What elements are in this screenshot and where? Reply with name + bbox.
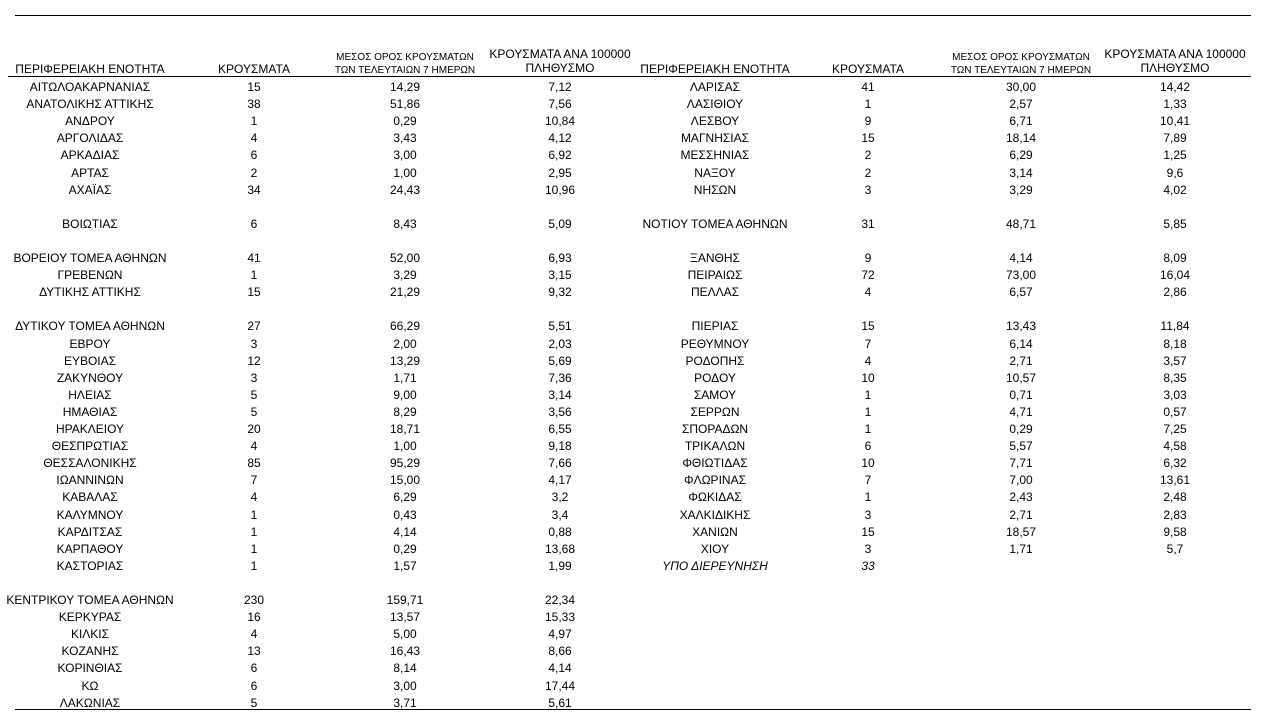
cell-avg: 2,00 xyxy=(393,336,417,351)
cell-avg: 7,00 xyxy=(1009,473,1033,488)
cell-avg: 4,14 xyxy=(1009,251,1033,265)
cell-avg: 51,86 xyxy=(389,97,421,112)
cell-per100k: 7,36 xyxy=(548,370,572,385)
cell-cases: 12 xyxy=(247,353,261,368)
cell-per100k xyxy=(1095,301,1255,318)
cell-avg: 18,71 xyxy=(389,422,421,436)
cell-cases: 1 xyxy=(250,507,258,522)
cell-per100k: 8,09 xyxy=(1163,251,1187,265)
cell-avg: 48,71 xyxy=(1005,216,1037,231)
cell-per100k: 3,4 xyxy=(551,507,569,522)
cell-region: ΚΑΡΔΙΤΣΑΣ xyxy=(57,524,123,539)
cell-avg: 6,57 xyxy=(1009,285,1033,300)
cell-avg: 52,00 xyxy=(389,251,421,265)
cell-avg: 6,71 xyxy=(1009,114,1033,129)
cell-cases: 38 xyxy=(247,97,261,112)
cell-cases: 5 xyxy=(250,695,258,710)
cell-cases: 2 xyxy=(864,165,872,180)
cell-region: ΚΟΡΙΝΘΙΑΣ xyxy=(57,661,123,676)
cell-per100k: 16,04 xyxy=(1159,268,1191,283)
cell-region: ΘΕΣΠΡΩΤΙΑΣ xyxy=(51,439,129,454)
cell-per100k: 22,34 xyxy=(544,593,576,607)
cell-avg: 3,29 xyxy=(1009,182,1033,197)
cell-region: ΝΟΤΙΟΥ ΤΟΜΕΑ ΑΘΗΝΩΝ xyxy=(642,216,788,231)
cell-region: ΡΟΔΟΥ xyxy=(694,370,736,385)
cell-region: ΑΙΤΩΛΟΑΚΑΡΝΑΝΙΑΣ xyxy=(29,80,151,94)
cell-per100k: 0,88 xyxy=(548,524,572,539)
cell-region: ΧΙΟΥ xyxy=(700,541,730,556)
cell-region: ΣΕΡΡΩΝ xyxy=(690,404,740,419)
cell-region: ΑΡΚΑΔΙΑΣ xyxy=(60,148,120,163)
cell-per100k: 5,09 xyxy=(548,216,572,231)
cell-cases xyxy=(814,301,922,318)
cell-region: ΦΩΚΙΔΑΣ xyxy=(688,490,742,505)
cell-per100k: 10,96 xyxy=(544,182,576,197)
cell-per100k: 11,84 xyxy=(1160,319,1190,334)
cell-per100k xyxy=(480,199,640,216)
cell-cases: 6 xyxy=(250,678,258,693)
cell-region: ΠΕΙΡΑΙΩΣ xyxy=(687,268,743,283)
cell-avg: 14,29 xyxy=(389,80,421,94)
cell-avg xyxy=(941,233,1101,250)
cell-avg: 13,29 xyxy=(389,353,421,368)
header-avg-right xyxy=(941,51,1101,77)
cell-cases xyxy=(814,199,922,216)
cell-cases xyxy=(200,301,308,318)
cell-avg: 2,71 xyxy=(1009,353,1033,368)
cell-per100k: 3,57 xyxy=(1163,353,1187,368)
cell-avg: 4,14 xyxy=(393,524,417,539)
cell-cases: 20 xyxy=(247,422,261,436)
cell-region: ΖΑΚΥΝΘΟΥ xyxy=(56,370,124,385)
cell-region: ΓΡΕΒΕΝΩΝ xyxy=(57,268,123,283)
cell-avg: 1,00 xyxy=(393,439,417,454)
cell-region xyxy=(0,301,180,318)
cell-avg: 8,43 xyxy=(393,216,417,231)
cell-cases: 6 xyxy=(250,216,258,231)
cell-region: ΚΑΣΤΟΡΙΑΣ xyxy=(56,558,124,573)
cell-avg: 3,00 xyxy=(393,148,417,163)
cell-avg: 0,43 xyxy=(393,507,417,522)
cell-cases: 1 xyxy=(864,97,872,112)
cell-cases: 2 xyxy=(864,148,872,163)
cell-avg: 7,71 xyxy=(1009,456,1033,471)
cell-avg xyxy=(941,301,1101,318)
cell-cases: 230 xyxy=(243,593,265,607)
cell-per100k: 9,32 xyxy=(548,285,572,300)
cell-region: ΔΥΤΙΚΟΥ ΤΟΜΕΑ ΑΘΗΝΩΝ xyxy=(15,319,165,334)
cell-avg xyxy=(325,199,485,216)
cell-cases: 4 xyxy=(250,490,258,505)
cell-per100k: 6,32 xyxy=(1163,456,1187,471)
header-cases-right: ΚΡΟΥΣΜΑΤΑ xyxy=(832,62,904,76)
header-per100k-right xyxy=(1095,47,1255,75)
cell-avg xyxy=(941,558,1101,575)
cell-region: ΞΑΝΘΗΣ xyxy=(690,251,740,265)
cell-cases: 7 xyxy=(864,473,872,488)
cell-per100k: 17,44 xyxy=(544,678,576,693)
cell-region: ΚΑΡΠΑΘΟΥ xyxy=(56,541,124,556)
cell-avg: 8,14 xyxy=(393,661,417,676)
header-avg-left xyxy=(325,51,485,77)
cell-cases: 4 xyxy=(864,285,872,300)
cell-cases: 72 xyxy=(861,268,875,283)
cell-cases: 5 xyxy=(250,404,258,419)
cell-per100k: 8,18 xyxy=(1163,336,1187,351)
header-cases-left: ΚΡΟΥΣΜΑΤΑ xyxy=(218,62,290,76)
cell-per100k: 4,58 xyxy=(1163,439,1187,454)
cell-region: ΧΑΛΚΙΔΙΚΗΣ xyxy=(679,507,751,522)
cell-cases: 15 xyxy=(861,131,875,146)
cell-cases: 31 xyxy=(861,216,875,231)
cell-avg: 0,29 xyxy=(393,114,417,129)
cell-avg: 5,00 xyxy=(393,627,417,642)
header-per100k-line2: ΠΛΗΘΥΣΜΟ xyxy=(1140,61,1210,75)
cell-avg: 3,00 xyxy=(393,678,417,693)
cell-per100k: 13,68 xyxy=(544,541,576,556)
cell-per100k: 9,6 xyxy=(1166,165,1184,180)
cell-per100k: 6,55 xyxy=(548,422,572,436)
cell-avg: 2,57 xyxy=(1009,97,1033,112)
cell-avg: 1,00 xyxy=(393,165,417,180)
cell-per100k: 7,25 xyxy=(1163,422,1187,436)
cell-cases: 3 xyxy=(864,541,872,556)
cell-avg xyxy=(325,301,485,318)
cell-avg: 10,57 xyxy=(1005,370,1037,385)
cell-region: ΝΗΣΩΝ xyxy=(693,182,737,197)
cell-cases: 16 xyxy=(247,610,261,625)
cell-region xyxy=(0,233,180,250)
cell-per100k: 3,15 xyxy=(548,268,572,283)
cell-region: ΚΕΝΤΡΙΚΟΥ ΤΟΜΕΑ ΑΘΗΝΩΝ xyxy=(6,593,174,607)
cell-avg: 6,29 xyxy=(393,490,417,505)
cell-avg: 1,71 xyxy=(1009,541,1033,556)
cell-cases: 4 xyxy=(250,131,258,146)
cell-avg: 95,29 xyxy=(389,456,421,471)
cell-per100k: 2,83 xyxy=(1163,507,1187,522)
cell-cases: 1 xyxy=(250,524,258,539)
cell-cases: 7 xyxy=(250,473,258,488)
cell-cases: 1 xyxy=(250,268,258,283)
cell-avg: 2,43 xyxy=(1009,490,1033,505)
cell-region: ΡΕΘΥΜΝΟΥ xyxy=(680,336,750,351)
cell-per100k: 10,41 xyxy=(1159,114,1191,129)
cell-cases: 5 xyxy=(250,387,258,402)
cell-per100k: 3,03 xyxy=(1163,387,1187,402)
cell-region: ΤΡΙΚΑΛΩΝ xyxy=(684,439,746,454)
header-avg-line1: ΜΕΣΟΣ ΟΡΟΣ ΚΡΟΥΣΜΑΤΩΝ xyxy=(336,52,474,63)
cell-avg: 4,71 xyxy=(1009,404,1033,419)
cell-per100k: 4,97 xyxy=(548,627,572,642)
cell-region: ΘΕΣΣΑΛΟΝΙΚΗΣ xyxy=(43,456,137,471)
cell-avg: 15,00 xyxy=(389,473,421,488)
cell-avg: 18,57 xyxy=(1005,524,1037,539)
cell-cases: 3 xyxy=(250,370,258,385)
cell-avg: 73,00 xyxy=(1005,268,1037,283)
cell-per100k: 8,66 xyxy=(548,644,572,659)
cell-per100k: 0,57 xyxy=(1163,404,1187,419)
cell-cases: 4 xyxy=(864,353,872,368)
cell-cases: 1 xyxy=(250,558,258,573)
cell-per100k: 2,86 xyxy=(1163,285,1187,300)
cell-region: ΕΒΡΟΥ xyxy=(69,336,111,351)
cell-avg: 1,57 xyxy=(393,558,417,573)
cell-cases: 13 xyxy=(247,644,261,659)
cell-cases: 33 xyxy=(861,558,875,573)
cell-cases: 9 xyxy=(864,251,872,265)
cell-cases: 6 xyxy=(250,661,258,676)
cell-region: ΚΙΛΚΙΣ xyxy=(70,627,110,642)
cell-cases: 41 xyxy=(247,251,261,265)
cell-per100k: 8,35 xyxy=(1163,370,1187,385)
cell-per100k xyxy=(1095,558,1255,575)
cell-cases: 10 xyxy=(861,370,875,385)
cell-avg xyxy=(325,575,485,592)
cell-cases: 1 xyxy=(864,387,872,402)
cell-region: ΡΟΔΟΠΗΣ xyxy=(685,353,745,368)
cell-avg: 0,29 xyxy=(393,541,417,556)
cell-cases: 41 xyxy=(861,80,875,94)
cell-region: ΠΕΛΛΑΣ xyxy=(690,285,740,300)
cell-region: ΗΡΑΚΛΕΙΟΥ xyxy=(55,422,125,436)
cell-region: ΚΕΡΚΥΡΑΣ xyxy=(58,610,122,625)
cell-cases: 1 xyxy=(864,404,872,419)
cell-region: ΜΕΣΣΗΝΙΑΣ xyxy=(680,148,750,163)
cell-avg: 3,29 xyxy=(393,268,417,283)
cell-per100k: 5,61 xyxy=(548,695,572,710)
cell-per100k: 3,2 xyxy=(551,490,569,505)
header-avg-line2: ΤΩΝ ΤΕΛΕΥΤΑΙΩΝ 7 ΗΜΕΡΩΝ xyxy=(950,65,1092,76)
cell-region: ΦΛΩΡΙΝΑΣ xyxy=(684,473,746,488)
cell-avg xyxy=(325,233,485,250)
cell-region: ΙΩΑΝΝΙΝΩΝ xyxy=(56,473,124,488)
cell-region: ΚΑΛΥΜΝΟΥ xyxy=(56,507,124,522)
cell-region: ΑΝΑΤΟΛΙΚΗΣ ΑΤΤΙΚΗΣ xyxy=(26,97,154,112)
cell-cases: 1 xyxy=(250,114,258,129)
cell-cases: 7 xyxy=(864,336,872,351)
cell-cases: 6 xyxy=(250,148,258,163)
header-per100k-line1: ΚΡΟΥΣΜΑΤΑ ΑΝΑ 100000 xyxy=(489,47,631,61)
cell-region: ΣΑΜΟΥ xyxy=(693,387,737,402)
cell-region: ΗΛΕΙΑΣ xyxy=(68,387,112,402)
cell-avg: 16,43 xyxy=(389,644,421,659)
cell-avg: 18,14 xyxy=(1005,131,1037,146)
cell-avg: 6,29 xyxy=(1009,148,1033,163)
cell-per100k xyxy=(480,301,640,318)
cell-per100k: 4,02 xyxy=(1163,182,1187,197)
cell-per100k: 2,48 xyxy=(1163,490,1187,505)
header-avg-line2: ΤΩΝ ΤΕΛΕΥΤΑΙΩΝ 7 ΗΜΕΡΩΝ xyxy=(334,65,476,76)
cell-per100k: 5,85 xyxy=(1163,216,1187,231)
cell-per100k: 7,66 xyxy=(548,456,572,471)
cell-per100k: 3,14 xyxy=(548,387,572,402)
cell-avg: 13,57 xyxy=(389,610,421,625)
cell-per100k: 6,93 xyxy=(548,251,572,265)
cell-region xyxy=(625,301,805,318)
cell-avg: 159,71 xyxy=(386,593,424,607)
cell-per100k xyxy=(480,233,640,250)
top-rule xyxy=(15,15,1251,16)
cell-per100k: 4,12 xyxy=(548,131,572,146)
cell-region: ΑΝΔΡΟΥ xyxy=(65,114,115,129)
cell-region xyxy=(625,199,805,216)
cell-avg: 6,14 xyxy=(1009,336,1033,351)
cell-per100k: 2,03 xyxy=(548,336,572,351)
cell-cases: 6 xyxy=(864,439,872,454)
cell-avg: 1,71 xyxy=(393,370,417,385)
cell-per100k: 9,18 xyxy=(548,439,572,454)
header-region-right: ΠΕΡΙΦΕΡΕΙΑΚΗ ΕΝΟΤΗΤΑ xyxy=(640,62,790,76)
cell-cases: 15 xyxy=(247,285,261,300)
cell-region: ΦΘΙΩΤΙΔΑΣ xyxy=(682,456,748,471)
cell-region: ΕΥΒΟΙΑΣ xyxy=(63,353,117,368)
cell-per100k: 4,14 xyxy=(548,661,572,676)
cell-per100k: 5,7 xyxy=(1166,541,1184,556)
cell-cases: 1 xyxy=(864,490,872,505)
cell-per100k: 1,33 xyxy=(1163,97,1187,112)
cell-region: ΑΡΤΑΣ xyxy=(71,165,109,180)
cell-cases: 15 xyxy=(247,80,261,94)
cell-region: ΜΑΓΝΗΣΙΑΣ xyxy=(680,131,750,146)
cell-region: ΑΡΓΟΛΙΔΑΣ xyxy=(56,131,124,146)
cell-per100k xyxy=(480,575,640,592)
cell-cases: 85 xyxy=(247,456,261,471)
cell-avg: 3,14 xyxy=(1009,165,1033,180)
cell-cases: 15 xyxy=(861,319,875,334)
cell-region: ΑΧΑΪΑΣ xyxy=(68,182,112,197)
cell-region: ΒΟΙΩΤΙΑΣ xyxy=(62,216,118,231)
cell-cases: 3 xyxy=(250,336,258,351)
cell-region: ΠΙΕΡΙΑΣ xyxy=(691,319,739,334)
header-avg-line1: ΜΕΣΟΣ ΟΡΟΣ ΚΡΟΥΣΜΑΤΩΝ xyxy=(952,52,1090,63)
cell-cases: 3 xyxy=(864,507,872,522)
cell-region: ΔΥΤΙΚΗΣ ΑΤΤΙΚΗΣ xyxy=(39,285,141,300)
cell-cases: 10 xyxy=(861,456,875,471)
cell-per100k: 13,61 xyxy=(1159,473,1191,488)
cell-per100k: 6,92 xyxy=(548,148,572,163)
cell-cases: 3 xyxy=(864,182,872,197)
cell-avg: 24,43 xyxy=(389,182,421,197)
header-per100k-line1: ΚΡΟΥΣΜΑΤΑ ΑΝΑ 100000 xyxy=(1104,47,1246,61)
cell-cases: 4 xyxy=(250,627,258,642)
cell-avg: 0,29 xyxy=(1009,422,1033,436)
cell-cases xyxy=(814,233,922,250)
cell-avg: 9,00 xyxy=(393,387,417,402)
cell-region: ΒΟΡΕΙΟΥ ΤΟΜΕΑ ΑΘΗΝΩΝ xyxy=(13,251,167,265)
cell-region: ΥΠΟ ΔΙΕΡΕΥΝΗΣΗ xyxy=(662,558,768,573)
cell-per100k: 2,95 xyxy=(548,165,572,180)
cell-region: ΛΕΣΒΟΥ xyxy=(690,114,740,129)
cell-region xyxy=(0,199,180,216)
cell-per100k: 1,99 xyxy=(548,558,572,573)
cell-avg: 30,00 xyxy=(1005,80,1037,94)
cell-cases: 2 xyxy=(250,165,258,180)
cell-region: ΚΩ xyxy=(81,678,99,693)
cell-per100k: 4,17 xyxy=(548,473,572,488)
header-per100k-line2: ΠΛΗΘΥΣΜΟ xyxy=(525,61,595,75)
cell-per100k: 15,33 xyxy=(544,610,576,625)
cell-per100k: 7,89 xyxy=(1163,131,1187,146)
cell-avg: 0,71 xyxy=(1009,387,1033,402)
cell-avg: 5,57 xyxy=(1009,439,1033,454)
cell-avg xyxy=(941,199,1101,216)
cell-avg: 2,71 xyxy=(1009,507,1033,522)
cell-region: ΣΠΟΡΑΔΩΝ xyxy=(681,422,749,436)
cell-region: ΛΑΣΙΘΙΟΥ xyxy=(686,97,744,112)
cell-region: ΗΜΑΘΙΑΣ xyxy=(62,404,118,419)
cell-cases xyxy=(200,575,308,592)
cell-region: ΚΑΒΑΛΑΣ xyxy=(62,490,118,505)
cell-per100k: 5,69 xyxy=(548,353,572,368)
cell-cases: 27 xyxy=(247,319,261,334)
cell-per100k: 7,56 xyxy=(548,97,572,112)
cell-cases: 34 xyxy=(247,182,261,197)
cell-region xyxy=(0,575,180,592)
cell-avg: 13,43 xyxy=(1005,319,1037,334)
cell-per100k: 3,56 xyxy=(548,404,572,419)
cell-avg: 3,71 xyxy=(393,695,417,710)
cell-region: ΝΑΞΟΥ xyxy=(694,165,736,180)
cell-per100k: 1,25 xyxy=(1163,148,1187,163)
header-per100k-left xyxy=(480,47,640,75)
cell-per100k: 5,51 xyxy=(548,319,572,334)
cell-cases: 4 xyxy=(250,439,258,454)
cell-per100k: 9,58 xyxy=(1163,524,1187,539)
cell-cases: 1 xyxy=(864,422,872,436)
cell-avg: 8,29 xyxy=(393,404,417,419)
cell-region: ΛΑΚΩΝΙΑΣ xyxy=(59,695,121,710)
cell-cases: 15 xyxy=(861,524,875,539)
cell-cases xyxy=(200,233,308,250)
cell-region: ΚΟΖΑΝΗΣ xyxy=(61,644,119,659)
cell-region: ΛΑΡΙΣΑΣ xyxy=(689,80,741,94)
cell-per100k: 14,42 xyxy=(1159,80,1191,94)
cell-region: ΧΑΝΙΩΝ xyxy=(692,524,738,539)
cell-region xyxy=(625,233,805,250)
cell-cases: 9 xyxy=(864,114,872,129)
cell-avg: 3,43 xyxy=(393,131,417,146)
cell-per100k: 10,84 xyxy=(544,114,576,129)
cell-per100k xyxy=(1095,233,1255,250)
cell-avg: 66,29 xyxy=(389,319,421,334)
cell-cases xyxy=(200,199,308,216)
cell-cases: 1 xyxy=(250,541,258,556)
cell-per100k xyxy=(1095,199,1255,216)
cell-per100k: 7,12 xyxy=(548,80,572,94)
cell-avg: 21,29 xyxy=(389,285,421,300)
header-region-left: ΠΕΡΙΦΕΡΕΙΑΚΗ ΕΝΟΤΗΤΑ xyxy=(15,62,165,76)
